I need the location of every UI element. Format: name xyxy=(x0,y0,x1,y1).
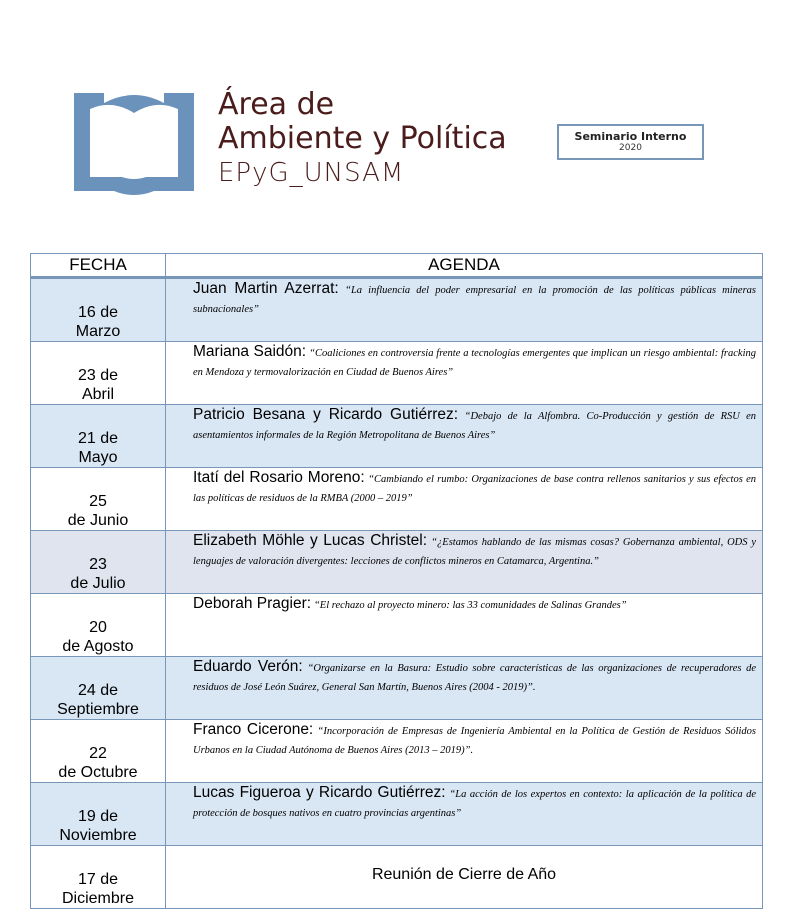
date-line-2: Abril xyxy=(81,386,114,403)
date-cell xyxy=(31,720,166,783)
talk-title: “Debajo de la Alfombra. Co-Producción y gestión de RSU en asentamientos informales de la Región Metropolitana de Buenos Aires” xyxy=(193,411,757,441)
talk-title: “Incorporación de Empresas de Ingeniería Ambiental en la Política de Gestión de Residuos Sólidos Urbanos en la Ciudad Autónoma de Buenos Aires (2013 – 2019)”. xyxy=(193,726,756,756)
agenda-cell xyxy=(166,783,763,846)
agenda-cell xyxy=(166,468,763,531)
date-cell xyxy=(31,594,166,657)
talk-title: “La influencia del poder empresarial en la promoción de las políticas públicas mineras subnacionales” xyxy=(193,285,757,315)
talk-title: “La acción de los expertos en contexto: la aplicación de la política de protección de bosques nativos en cuatro provincias argentinas” xyxy=(193,789,757,819)
date-line-1: 22 xyxy=(89,745,107,762)
date-cell xyxy=(31,278,166,342)
date-line-1: 23 xyxy=(89,556,107,573)
seminar-year: 2020 xyxy=(619,143,642,153)
date-cell xyxy=(31,342,166,405)
date-cell xyxy=(31,405,166,468)
date-cell xyxy=(31,531,166,594)
speaker: Mariana Saidón: xyxy=(193,343,307,360)
date-line-2: de Agosto xyxy=(62,638,134,655)
logo-book-icon xyxy=(74,87,194,207)
date-line-1: 23 de xyxy=(77,367,119,384)
date-line-1: 19 de xyxy=(77,808,119,825)
table-header-row xyxy=(31,254,763,278)
agenda-cell xyxy=(166,657,763,720)
speaker: Patricio Besana y Ricardo Gutiérrez: xyxy=(193,406,459,423)
date-line-1: 17 de xyxy=(77,871,119,888)
table-row xyxy=(31,783,763,846)
agenda-cell xyxy=(166,278,763,342)
date-line-2: Diciembre xyxy=(61,890,134,907)
date-line-1: 20 xyxy=(89,619,107,636)
date-line-2: de Octubre xyxy=(58,764,138,781)
agenda-cell xyxy=(166,405,763,468)
talk-title: “El rechazo al proyecto minero: las 33 comunidades de Salinas Grandes” xyxy=(313,600,627,611)
date-cell xyxy=(31,783,166,846)
table-row xyxy=(31,531,763,594)
speaker: Franco Cicerone: xyxy=(193,721,314,738)
speaker: Juan Martin Azerrat: xyxy=(193,280,339,297)
date-line-1: 24 de xyxy=(77,682,119,699)
table-row xyxy=(31,468,763,531)
date-line-2: de Julio xyxy=(70,575,126,592)
speaker: Elizabeth Möhle y Lucas Christel: xyxy=(193,532,428,549)
logo-line-2: Ambiente y Política xyxy=(218,121,507,156)
agenda-cell xyxy=(166,594,763,657)
table-row xyxy=(31,657,763,720)
talk-title: “¿Estamos hablando de las mismas cosas? Gobernanza ambiental, ODS y lenguajes de valoración divergentes: lecciones de conflictos mineros en Catamarca, Argentina.” xyxy=(193,537,756,567)
table-row xyxy=(31,594,763,657)
agenda-cell xyxy=(166,531,763,594)
date-line-2: Noviembre xyxy=(59,827,137,844)
logo-line-3: EPyG_UNSAM xyxy=(218,158,405,188)
date-cell xyxy=(31,468,166,531)
table-row xyxy=(31,720,763,783)
talk-title: “Coaliciones en controversia frente a tecnologías emergentes que implican un riesgo ambiental: fracking en Mendoza y termovalorización en Ciudad de Buenos Aires” xyxy=(193,348,757,378)
talk-title: “Cambiando el rumbo: Organizaciones de base contra rellenos sanitarios y sus efectos en las políticas de residuos de la RMBA (2000 – 2019” xyxy=(193,474,756,504)
date-cell xyxy=(31,846,166,909)
header-agenda: AGENDA xyxy=(166,254,763,278)
agenda-cell xyxy=(166,720,763,783)
logo-line-1: Área de xyxy=(218,87,335,122)
agenda-cell xyxy=(166,342,763,405)
date-cell xyxy=(31,657,166,720)
agenda-table xyxy=(30,253,763,909)
table-row xyxy=(31,278,763,342)
date-line-2: Septiembre xyxy=(57,701,139,718)
talk-title: “Organizarse en la Basura: Estudio sobre características de las organizaciones de recuperadores de residuos de José León Suárez, General San Martín, Buenos Aires (2004 - 2019)”. xyxy=(193,663,757,693)
date-line-2: Mayo xyxy=(78,449,118,466)
speaker: Deborah Pragier: xyxy=(193,595,312,612)
table-row xyxy=(31,846,763,909)
seminar-box xyxy=(557,124,704,160)
table-row xyxy=(31,342,763,405)
header-fecha: FECHA xyxy=(31,254,166,278)
logo-text xyxy=(218,87,507,188)
date-line-2: de Junio xyxy=(67,512,129,529)
speaker: Eduardo Verón: xyxy=(193,658,303,675)
date-line-1: 25 xyxy=(89,493,107,510)
speaker: Lucas Figueroa y Ricardo Gutiérrez: xyxy=(193,784,446,801)
speaker: Itatí del Rosario Moreno: xyxy=(193,469,365,486)
date-line-1: 16 de xyxy=(77,304,119,321)
closing-cell: Reunión de Cierre de Año xyxy=(166,846,763,909)
seminar-title: Seminario Interno xyxy=(574,130,687,143)
date-line-2: Marzo xyxy=(75,323,121,340)
table-row xyxy=(31,405,763,468)
date-line-1: 21 de xyxy=(77,430,119,447)
